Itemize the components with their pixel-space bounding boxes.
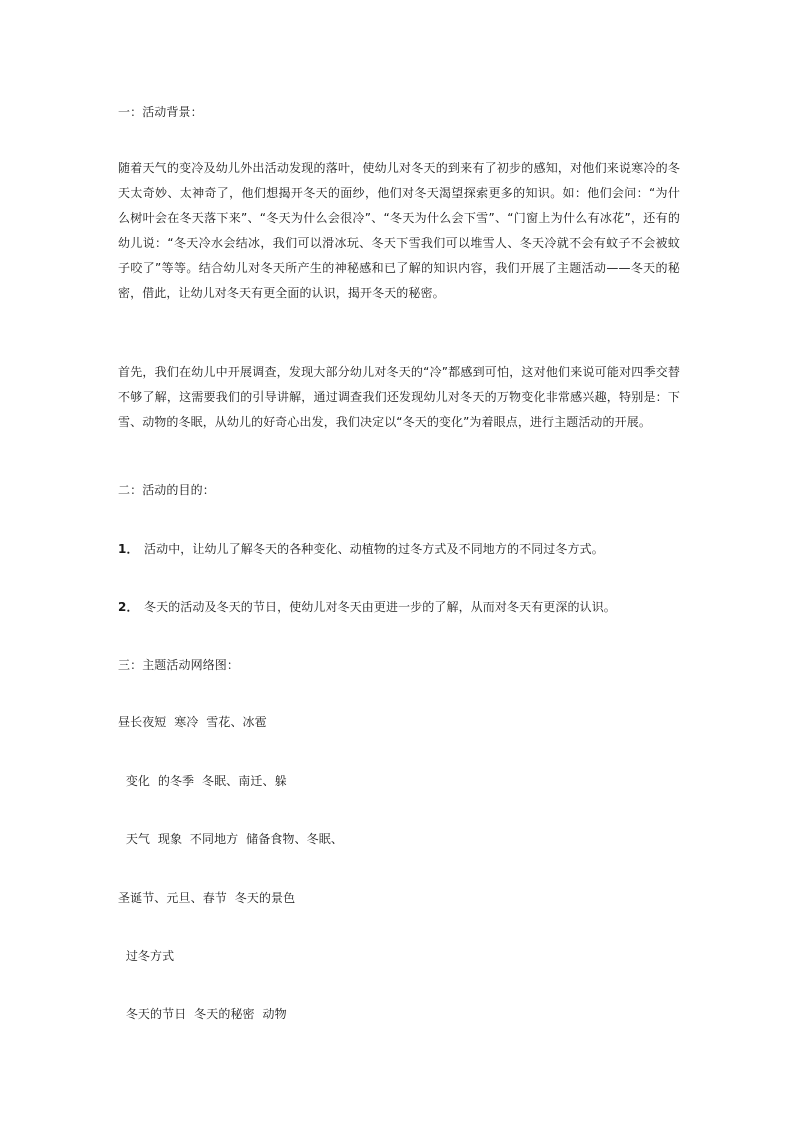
goal-1-text: 活动中，让幼儿了解冬天的各种变化、动植物的过冬方式及不同地方的不同过冬方式。 [144, 542, 604, 556]
goal-item-2 [118, 599, 616, 615]
web-line-1: 昼长夜短 寒冷 雪花、冰雹 [118, 715, 267, 729]
goal-2-text: 冬天的活动及冬天的节日，使幼儿对冬天由更进一步的了解，从而对冬天有更深的认识。 [144, 600, 616, 614]
goal-item-1 [118, 541, 604, 557]
background-paragraph-1: 随着天气的变冷及幼儿外出活动发现的落叶，使幼儿对冬天的到来有了初步的感知，对他们来说寒冷的冬天太奇妙、太神奇了，他们想揭开冬天的面纱，他们对冬天渴望探索更多的知识。如：他们会问：“为什么树叶会在冬天落下来”、“冬天为什么会很冷”、“冬天为什么会下雪”、“门窗上为什么有冰花”，还有的幼儿说：“冬天冷水会结冰，我们可以滑冰玩、冬天下雪我们可以堆雪人、冬天冷就不会有蚊子不会被蚊子咬了”等等。结合幼儿对冬天所产生的神秘感和已了解的知识内容，我们开展了主题活动——冬天的秘密，借此，让幼儿对冬天有更全面的认识，揭开冬天的秘密。 [118, 161, 680, 300]
goal-2-number: 2． [118, 600, 139, 614]
section-1-title: 一：活动背景： [118, 105, 203, 119]
background-paragraph-2: 首先，我们在幼儿中开展调查，发现大部分幼儿对冬天的“冷”都感到可怕，这对他们来说可能对四季交替不够了解，这需要我们的引导讲解，通过调查我们还发现幼儿对冬天的万物变化非常感兴趣，特别是：下雪、动物的冬眠，从幼儿的好奇心出发，我们决定以“冬天的变化”为着眼点，进行主题活动的开展。 [118, 365, 680, 429]
goal-1-number: 1． [118, 542, 139, 556]
web-line-3: 天气 现象 不同地方 储备食物、冬眠、 [118, 832, 343, 846]
web-line-5: 过冬方式 [118, 949, 175, 963]
section-3-title: 三：主题活动网络图： [118, 658, 240, 672]
web-line-6: 冬天的节日 冬天的秘密 动物 [118, 1007, 287, 1021]
web-line-4: 圣诞节、元旦、春节 冬天的景色 [118, 891, 296, 905]
web-line-2: 变化 的冬季 冬眠、南迁、躲 [118, 774, 287, 788]
section-2-title: 二：活动的目的： [118, 483, 215, 497]
